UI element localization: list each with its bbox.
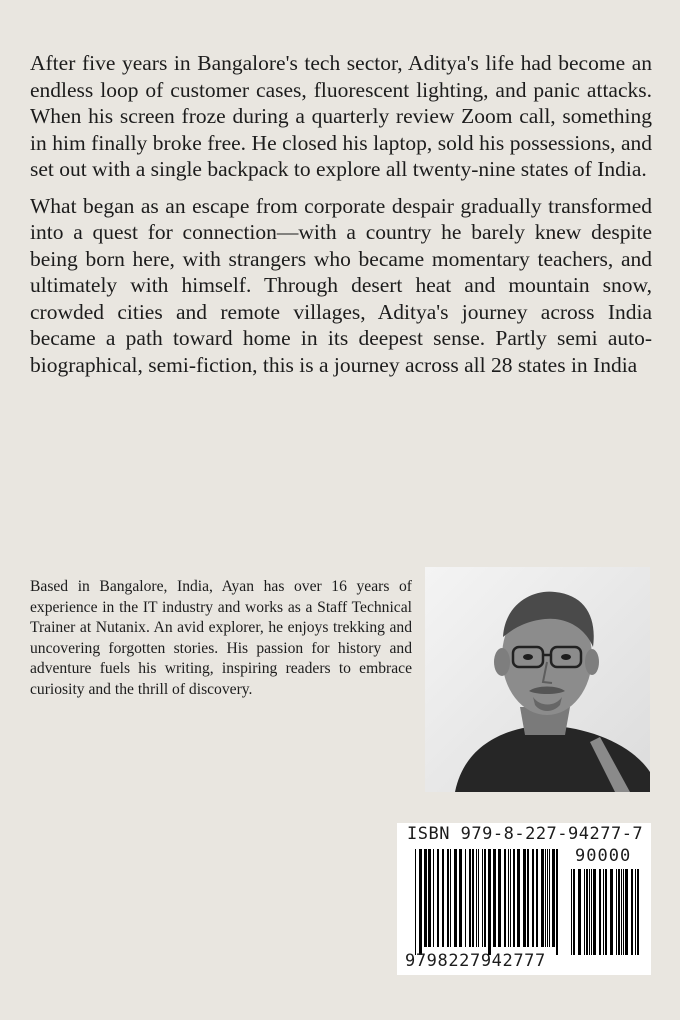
barcode-bar: [593, 869, 596, 955]
addon-barcode-bars: [571, 869, 643, 955]
author-photo: [425, 567, 650, 792]
barcode-bar: [513, 849, 515, 947]
barcode-bar: [484, 849, 486, 947]
barcode-bar: [428, 849, 431, 947]
isbn-barcode: [397, 823, 651, 975]
barcode-bar: [616, 869, 617, 955]
barcode-bar: [549, 849, 550, 947]
barcode-bar: [623, 869, 624, 955]
barcode-bar: [442, 849, 444, 947]
barcode-bar: [450, 849, 451, 947]
price-code: 90000: [575, 846, 632, 866]
barcode-bar: [631, 869, 633, 955]
blurb-paragraph-2: What began as an escape from corporate despair gradually transformed into a quest for connection—with a country he barely knew despite being born here, with strangers who became momentary teachers, and ultimately with himself. Through desert heat and mountain snow, crowded cities and remote villages, Aditya's journey across India became a path toward home in its deepest sense. Partly semi auto-biographical, semi-fiction, this is a journey across all 28 states in India: [30, 193, 652, 377]
author-portrait-icon: [425, 567, 650, 792]
back-cover-blurb: [30, 50, 652, 388]
barcode-bar: [589, 869, 590, 955]
barcode-bar: [523, 849, 526, 947]
barcode-bar: [584, 869, 585, 955]
barcode-bar: [625, 869, 628, 955]
barcode-bar: [472, 849, 474, 947]
barcode-bar: [541, 849, 544, 947]
ean-digits: 9798227942777: [405, 951, 546, 971]
barcode-bar: [573, 869, 575, 955]
barcode-bar: [532, 849, 534, 947]
barcode-bar: [433, 849, 434, 947]
barcode-bar: [504, 849, 506, 947]
barcode-bar: [578, 869, 581, 955]
barcode-bar: [469, 849, 471, 947]
barcode-bar: [610, 869, 613, 955]
barcode-bar: [591, 869, 592, 955]
barcode-bar: [552, 849, 555, 947]
barcode-bar: [536, 849, 538, 947]
blurb-paragraph-1: After five years in Bangalore's tech sector, Aditya's life had become an endless loop of customer cases, fluorescent lighting, and panic attacks. When his screen froze during a quarterly review Zoom call, something in him finally broke free. He closed his laptop, sold his possessions, and set out with a single backpack to explore all twenty-nine states of India.: [30, 51, 652, 181]
barcode-bar: [599, 869, 601, 955]
barcode-bar: [488, 849, 491, 955]
barcode-bar: [424, 849, 427, 947]
barcode-bar: [517, 849, 520, 947]
barcode-bar: [508, 849, 509, 947]
barcode-bar: [447, 849, 449, 947]
barcode-bar: [437, 849, 439, 947]
barcode-bar: [556, 849, 558, 955]
barcode-bar: [498, 849, 501, 947]
barcode-bar: [605, 869, 607, 955]
ean-barcode-bars: [415, 849, 560, 955]
barcode-bar: [459, 849, 462, 947]
barcode-bar: [545, 849, 546, 947]
barcode-bar: [510, 849, 511, 947]
author-bio: Based in Bangalore, India, Ayan has over 16 years of experience in the IT industry and works as a Staff Technical Trainer at Nutanix. An avid explorer, he enjoys trekking and uncovering forgotten stories. His passion for history and adventure fuels his writing, inspiring readers to embrace curiosity and the thrill of discovery.: [30, 578, 412, 698]
barcode-bar: [603, 869, 604, 955]
barcode-bar: [547, 849, 548, 947]
barcode-bar: [476, 849, 477, 947]
barcode-bar: [478, 849, 479, 947]
barcode-bar: [415, 849, 416, 955]
barcode-bar: [527, 849, 529, 947]
barcode-bar: [586, 869, 588, 955]
barcode-bar: [618, 869, 620, 955]
barcode-bar: [454, 849, 457, 947]
barcode-bar: [493, 849, 496, 947]
barcode-bar: [465, 849, 466, 947]
barcode-bar: [571, 869, 572, 955]
isbn-label: ISBN 979-8-227-94277-7: [407, 824, 644, 844]
barcode-bar: [637, 869, 639, 955]
barcode-bar: [482, 849, 483, 947]
barcode-bar: [419, 849, 422, 955]
barcode-bar: [621, 869, 622, 955]
barcode-bar: [635, 869, 636, 955]
